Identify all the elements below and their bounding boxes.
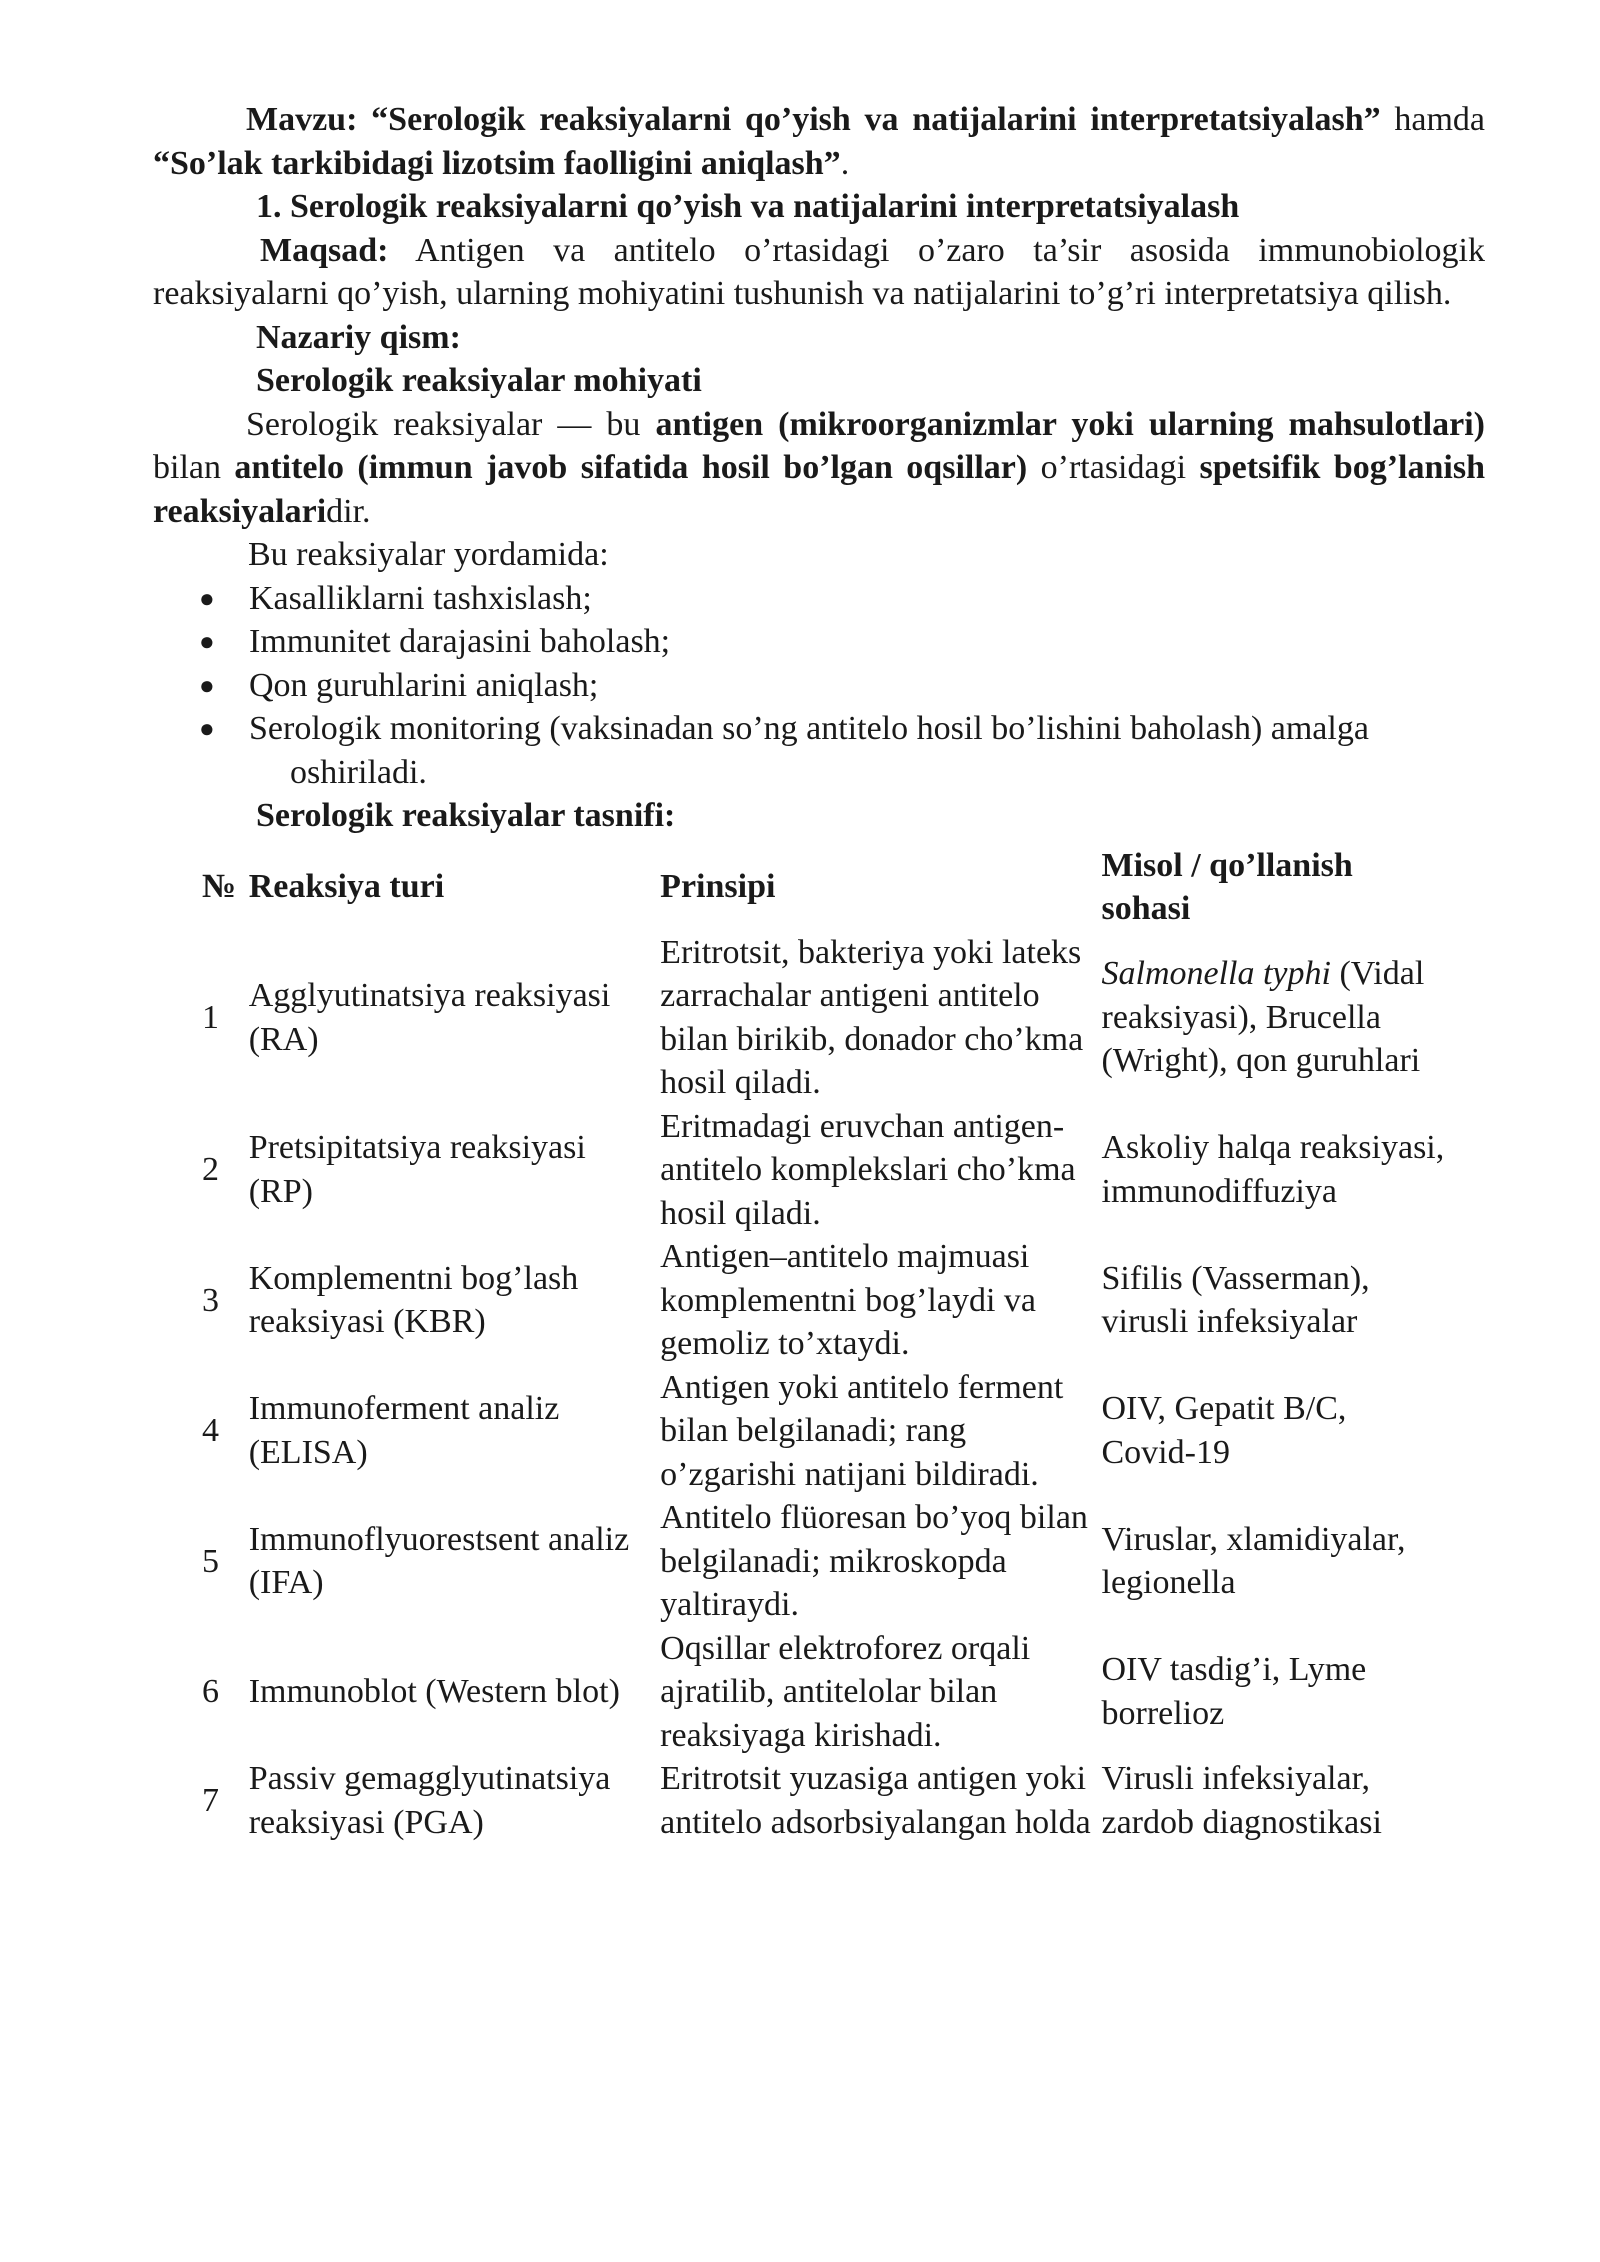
reaction-example bbox=[1102, 931, 1449, 1105]
essence-bold-antitelo: antitelo (immun javob sifatida hosil bo’lgan oqsillar) bbox=[234, 449, 1028, 486]
goal-label: Maqsad: bbox=[260, 231, 389, 269]
essence-text-2: bilan bbox=[153, 449, 235, 486]
reaction-example: Askoliy halqa reaksiyasi, immunodiffuziya bbox=[1101, 1129, 1445, 1210]
example-text: (Vidal reaksiyasi), Brucella (Wright), qon guruhlari bbox=[1101, 955, 1425, 1080]
reaction-example: Viruslar, xlamidiyalar, legionella bbox=[1101, 1520, 1406, 1602]
table-row bbox=[202, 931, 1448, 1105]
list-item bbox=[153, 707, 1485, 794]
reaction-principle: Oqsillar elektroforez orqali ajratilib, antitelolar bilan reaksiyaga kirishadi. bbox=[660, 1629, 1031, 1754]
theory-heading bbox=[153, 316, 1485, 360]
topic-label: Mavzu: bbox=[246, 101, 358, 138]
essence-heading-text: Serologik reaksiyalar mohiyati bbox=[256, 362, 702, 399]
essence-text-1: Serologik reaksiyalar — bu bbox=[246, 405, 656, 443]
reaction-type: Pretsipitatsiya reaksiyasi (RP) bbox=[248, 1129, 586, 1210]
row-number: 7 bbox=[202, 1781, 219, 1819]
reaction-principle: Antigen–antitelo majmuasi komplementni bog’laydi va gemoliz to’xtaydi. bbox=[660, 1238, 1036, 1362]
table-header-row bbox=[202, 844, 1448, 931]
list-item-text-continued: oshiriladi. bbox=[290, 753, 427, 791]
row-number: 4 bbox=[202, 1412, 219, 1449]
reaction-principle: Eritrotsit yuzasiga antigen yoki antitelo adsorbsiyalangan holda bbox=[660, 1760, 1091, 1841]
reaction-type: Komplementni bog’lash reaksiyasi (KBR) bbox=[248, 1259, 579, 1341]
list-item bbox=[153, 620, 1485, 664]
list-item bbox=[153, 664, 1485, 708]
table-row bbox=[202, 1235, 1448, 1366]
bullet-icon: ● bbox=[199, 714, 215, 743]
bullet-icon: ● bbox=[199, 627, 215, 656]
essence-paragraph bbox=[153, 403, 1485, 534]
list-item-text: Qon guruhlarini aniqlash; bbox=[249, 666, 599, 704]
section-1-title: 1. Serologik reaksiyalarni qo’yish va natijalarini interpretatsiyalash bbox=[256, 188, 1240, 225]
reaction-type: Agglyutinatsiya reaksiyasi (RA) bbox=[248, 977, 611, 1058]
table-heading bbox=[153, 794, 1485, 838]
essence-bold-spetsifik: spetsifik bog’lanish reaksiyalari bbox=[153, 449, 1485, 530]
reaction-type: Immunoferment analiz (ELISA) bbox=[248, 1390, 560, 1471]
theory-heading-text: Nazariy qism: bbox=[256, 318, 461, 356]
essence-heading bbox=[153, 359, 1485, 403]
topic-title-2: “So’lak tarkibidagi lizotsim faolligini aniqlash” bbox=[153, 144, 841, 182]
reaction-type: Passiv gemagglyutinatsiya reaksiyasi (PGA) bbox=[248, 1760, 611, 1841]
row-number: 1 bbox=[202, 998, 219, 1036]
topic-joiner: hamda bbox=[1394, 101, 1486, 138]
row-number: 2 bbox=[202, 1151, 219, 1188]
uses-list bbox=[153, 577, 1485, 795]
list-item bbox=[153, 577, 1485, 621]
table-row bbox=[202, 1366, 1448, 1497]
reaction-principle: Antigen yoki antitelo ferment bilan belgilanadi; rang o’zgarishi natijani bildiradi. bbox=[660, 1368, 1064, 1493]
reaction-example: OIV, Gepatit B/C, Covid-19 bbox=[1101, 1390, 1347, 1471]
table-row bbox=[202, 1105, 1448, 1236]
reaction-example: OIV tasdig’i, Lyme borrelioz bbox=[1101, 1651, 1367, 1732]
uses-intro: Bu reaksiyalar yordamida: bbox=[248, 536, 609, 573]
topic-title-1: “Serologik reaksiyalarni qo’yish va natijalarini interpretatsiyalash” bbox=[371, 101, 1381, 138]
list-item-text: Kasalliklarni tashxislash; bbox=[249, 579, 592, 617]
bullet-icon: ● bbox=[199, 670, 215, 700]
header-type: Reaksiya turi bbox=[248, 868, 445, 906]
header-number: № bbox=[202, 868, 237, 906]
reaction-type: Immunoflyuorestsent analiz (IFA) bbox=[248, 1520, 630, 1602]
row-number: 3 bbox=[202, 1281, 219, 1319]
reaction-example: Sifilis (Vasserman), virusli infeksiyalar bbox=[1101, 1259, 1370, 1341]
essence-bold-antigen: antigen (mikroorganizmlar yoki ularning mahsulotlari) bbox=[655, 405, 1485, 443]
row-number: 6 bbox=[202, 1673, 219, 1710]
goal-paragraph bbox=[153, 229, 1485, 316]
table-heading-text: Serologik reaksiyalar tasnifi: bbox=[256, 797, 676, 834]
reaction-principle: Eritmadagi eruvchan antigen-antitelo komplekslari cho’kma hosil qiladi. bbox=[660, 1107, 1076, 1232]
table-row bbox=[202, 1757, 1448, 1844]
example-italic: Salmonella typhi bbox=[1101, 955, 1331, 993]
header-example: Misol / qo’llanish sohasi bbox=[1101, 846, 1353, 927]
essence-text-4: dir. bbox=[326, 492, 371, 530]
table-row bbox=[202, 1627, 1448, 1758]
header-principle: Prinsipi bbox=[660, 868, 776, 906]
reaction-principle: Antitelo flüoresan bo’yoq bilan belgilanadi; mikroskopda yaltiraydi. bbox=[660, 1499, 1088, 1623]
table-row bbox=[202, 1496, 1448, 1627]
reaction-principle: Eritrotsit, bakteriya yoki lateks zarrachalar antigeni antitelo bilan birikib, donador cho’kma hosil qiladi. bbox=[660, 933, 1084, 1101]
reaction-type: Immunoblot (Western blot) bbox=[248, 1673, 620, 1710]
reaction-example: Virusli infeksiyalar, zardob diagnostikasi bbox=[1101, 1760, 1382, 1841]
list-item-text: Serologik monitoring (vaksinadan so’ng antitelo hosil bo’lishini baholash) amalga bbox=[249, 710, 1369, 747]
goal-text: Antigen va antitelo o’rtasidagi o’zaro ta’sir asosida immunobiologik reaksiyalarni qo’yish, ularning mohiyatini tushunish va natijalarini to’g’ri interpretatsiya qilish. bbox=[153, 231, 1485, 312]
essence-text-3: o’rtasidagi bbox=[1027, 449, 1200, 486]
section-1-heading bbox=[153, 185, 1485, 229]
bullet-icon: ● bbox=[199, 583, 215, 613]
classification-table bbox=[202, 844, 1448, 1845]
topic-line bbox=[153, 98, 1485, 185]
topic-end: . bbox=[840, 144, 850, 182]
list-item-text: Immunitet darajasini baholash; bbox=[249, 623, 671, 660]
row-number: 5 bbox=[202, 1542, 219, 1580]
document-page bbox=[153, 98, 1485, 1844]
